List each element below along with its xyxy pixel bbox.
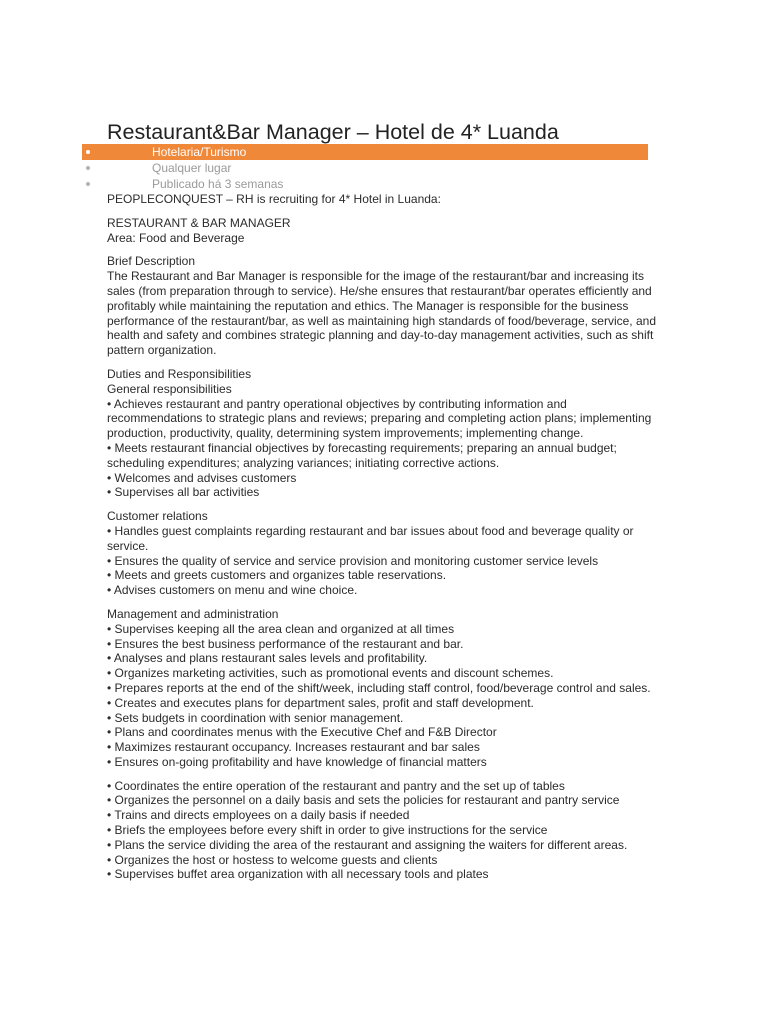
list-item: • Ensures on-going profitability and have knowledge of financial matters: [107, 754, 487, 769]
list-item: • Prepares reports at the end of the shift/week, including staff control, food/beverage control and sales.: [107, 680, 651, 695]
customer-heading: Customer relations: [107, 509, 208, 524]
position-area: Area: Food and Beverage: [107, 230, 245, 245]
page-title: Restaurant&Bar Manager – Hotel de 4* Luanda: [107, 120, 559, 144]
position-name: RESTAURANT & BAR MANAGER: [107, 215, 291, 230]
duties-heading: Duties and Responsibilities: [107, 366, 252, 381]
management-heading: Management and administration: [107, 606, 279, 621]
list-item: • Advises customers on menu and wine choice.: [107, 583, 358, 598]
list-item: • Maximizes restaurant occupancy. Increases restaurant and bar sales: [107, 740, 480, 755]
list-item: • Supervises keeping all the area clean and organized at all times: [107, 621, 455, 636]
brief-text: The Restaurant and Bar Manager is responsible for the image of the restaurant/bar and increasing its sales (from preparation through to service). He/she ensures that restaurant/bar operates efficiently and profitably while maintaining the reputation and ethics. The Manager is responsible for the business performance of the restaurant/bar, as well as maintaining high standards of food/beverage, service, and health and safety and combines strategic planning and day-to-day management activities, such as shift pattern organization.: [107, 269, 656, 358]
list-item: • Organizes the personnel on a daily basis and sets the policies for restaurant and pantry service: [107, 793, 620, 808]
meta-item-published: [82, 176, 648, 192]
list-item: • Ensures the best business performance of the restaurant and bar.: [107, 636, 464, 651]
list-item: • Briefs the employees before every shift in order to give instructions for the service: [107, 823, 548, 838]
list-item: • Handles guest complaints regarding restaurant and bar issues about food and beverage quality or service.: [107, 523, 634, 553]
list-item: • Coordinates the entire operation of the restaurant and pantry and the set up of tables: [107, 778, 565, 793]
list-item: • Supervises buffet area organization with all necessary tools and plates: [107, 867, 489, 882]
meta-category-label: Hotelaria/Turismo: [152, 145, 247, 159]
meta-list: [82, 144, 648, 192]
list-item: • Creates and executes plans for department sales, profit and staff development.: [107, 695, 534, 710]
intro-text: PEOPLECONQUEST – RH is recruiting for 4* Hotel in Luanda:: [107, 192, 441, 206]
list-item: • Trains and directs employees on a daily basis if needed: [107, 808, 410, 823]
list-item: • Ensures the quality of service and service provision and monitoring customer service levels: [107, 553, 599, 568]
list-item: • Analyses and plans restaurant sales levels and profitability.: [107, 651, 428, 666]
meta-item-location: [82, 160, 648, 176]
brief-heading: Brief Description: [107, 254, 196, 269]
list-item: • Meets and greets customers and organizes table reservations.: [107, 568, 447, 583]
bullet-icon: [86, 150, 90, 154]
meta-published-label: Publicado há 3 semanas: [152, 177, 284, 191]
bullet-icon: [86, 182, 90, 186]
job-description: [107, 192, 663, 882]
bullet-icon: [86, 166, 90, 170]
meta-location-label: Qualquer lugar: [152, 161, 232, 175]
list-item: • Sets budgets in coordination with senior management.: [107, 710, 404, 725]
meta-item-category[interactable]: [82, 144, 648, 160]
list-item: • Plans the service dividing the area of the restaurant and assigning the waiters for different areas.: [107, 837, 628, 852]
list-item: • Supervises all bar activities: [107, 485, 260, 500]
general-heading: General responsibilities: [107, 381, 232, 396]
list-item: • Welcomes and advises customers: [107, 470, 297, 485]
list-item: • Achieves restaurant and pantry operational objectives by contributing information and recommendations to strategic plans and reviews; preparing and completing action plans; implementing production, productivity, quality, determining system improvements; implementing change.: [107, 396, 652, 441]
list-item: • Meets restaurant financial objectives by forecasting requirements; preparing an annual budget; scheduling expenditures; analyzing variances; initiating corrective actions.: [107, 440, 617, 470]
list-item: • Organizes marketing activities, such as promotional events and discount schemes.: [107, 666, 554, 681]
list-item: • Organizes the host or hostess to welcome guests and clients: [107, 852, 438, 867]
list-item: • Plans and coordinates menus with the Executive Chef and F&B Director: [107, 725, 497, 740]
